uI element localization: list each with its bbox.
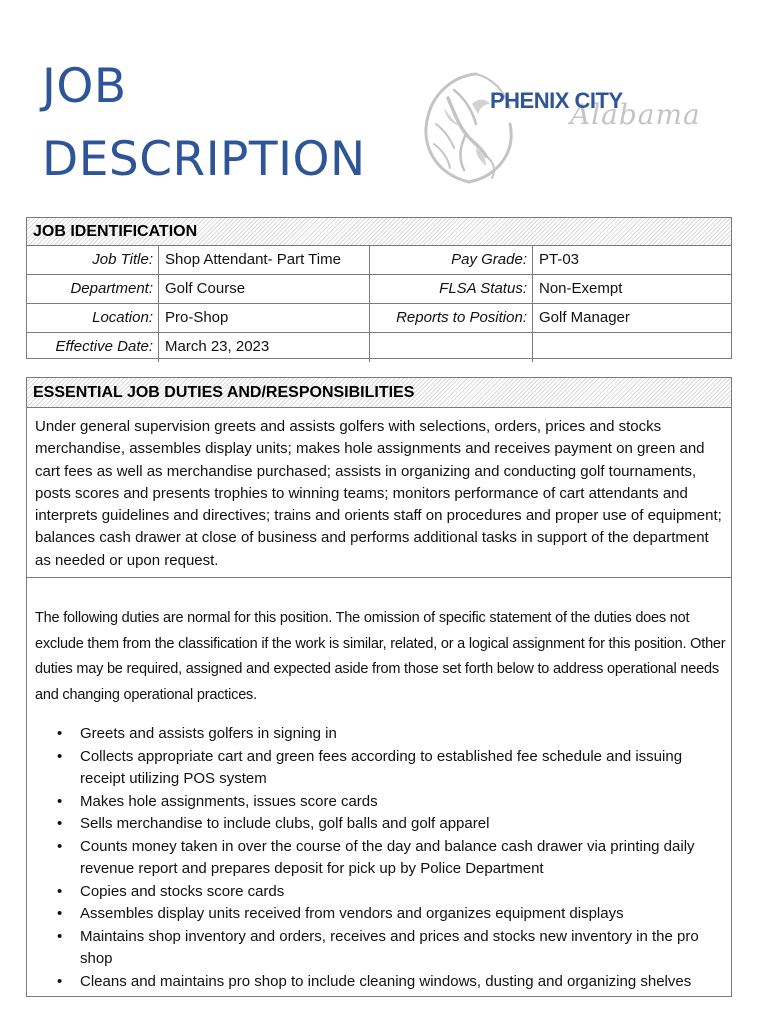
duties-list xyxy=(57,723,729,993)
reports-to-value: Golf Manager xyxy=(539,309,630,326)
duty-item: • Maintains shop inventory and orders, receives and prices and stocks new inventory in the pro shop xyxy=(57,926,729,971)
city-logo xyxy=(414,64,704,194)
duty-item: • Makes hole assignments, issues score cards xyxy=(57,791,729,814)
location-label: Location: xyxy=(27,304,159,332)
pay-grade-value: PT-03 xyxy=(539,251,580,268)
job-identification-heading: JOB IDENTIFICATION xyxy=(27,218,731,246)
flsa-status-label: FLSA Status: xyxy=(370,275,533,303)
duty-item: • Sells merchandise to include clubs, golf balls and golf apparel xyxy=(57,813,729,836)
duty-item: • Assembles display units received from vendors and organizes equipment displays xyxy=(57,903,729,926)
job-title-value: Shop Attendant- Part Time xyxy=(159,246,370,274)
department-label: Department: xyxy=(27,275,159,303)
reports-to-label: Reports to Position: xyxy=(370,304,533,332)
duties-summary: Under general supervision greets and assists golfers with selections, orders, prices and stocks merchandise, assembles display units; makes hole assignments and receives payment on green and cart fees as well as merchandise purchased; assists in organizing and conducting golf tournaments, posts scores and presents trophies to winning teams; monitors performance of cart attendants and interprets guidelines and directives; trains and orients staff on procedures and proper use of equipment; balances cash drawer at close of business and performs additional tasks in support of the department as needed or upon request. xyxy=(35,418,722,569)
duty-item: • Collects appropriate cart and green fees according to established fee schedule and issuing receipt utilizing POS system xyxy=(57,746,729,791)
duties-intro: The following duties are normal for this position. The omission of specific statement of the duties does not exclude them from the classification if the work is similar, related, or a logical assignment for this position. Other duties may be required, assigned and expected aside from those set forth below to address operational needs and changing operational practices. xyxy=(35,610,726,703)
id-row-location xyxy=(27,304,731,333)
duty-item: • Greets and assists golfers in signing in xyxy=(57,723,729,746)
flsa-status-value: Non-Exempt xyxy=(539,280,623,297)
job-title-label: Job Title: xyxy=(27,246,159,274)
duty-item: • Copies and stocks score cards xyxy=(57,881,729,904)
empty-label-cell xyxy=(370,333,533,362)
essential-duties-section xyxy=(26,377,732,997)
department-value: Golf Course xyxy=(159,275,370,303)
duty-item: • Cleans and maintains pro shop to include cleaning windows, dusting and organizing shelves xyxy=(57,971,729,994)
job-identification-table xyxy=(26,217,732,359)
duty-item: • Counts money taken in over the course of the day and balance cash drawer via printing daily revenue report and prepares deposit for pick up by Police Department xyxy=(57,836,729,881)
page-title-line-1: JOB xyxy=(42,59,127,114)
id-row-department xyxy=(27,275,731,304)
id-row-job-title xyxy=(27,246,731,275)
pay-grade-label: Pay Grade: xyxy=(370,246,533,274)
page-title xyxy=(42,50,366,196)
effective-date-value: March 23, 2023 xyxy=(159,333,370,362)
id-row-effective-date xyxy=(27,333,731,362)
logo-wordmark: PHENIX CITY xyxy=(490,88,623,113)
location-value: Pro-Shop xyxy=(159,304,370,332)
section-divider xyxy=(27,577,731,578)
logo-script-text: Alabama xyxy=(570,98,701,131)
effective-date-label: Effective Date: xyxy=(27,333,159,362)
phoenix-emblem-icon xyxy=(414,64,524,194)
essential-duties-heading: ESSENTIAL JOB DUTIES AND/RESPONSIBILITIES xyxy=(27,378,731,408)
page-title-line-2: DESCRIPTION xyxy=(42,132,366,187)
empty-value-cell xyxy=(533,333,731,362)
